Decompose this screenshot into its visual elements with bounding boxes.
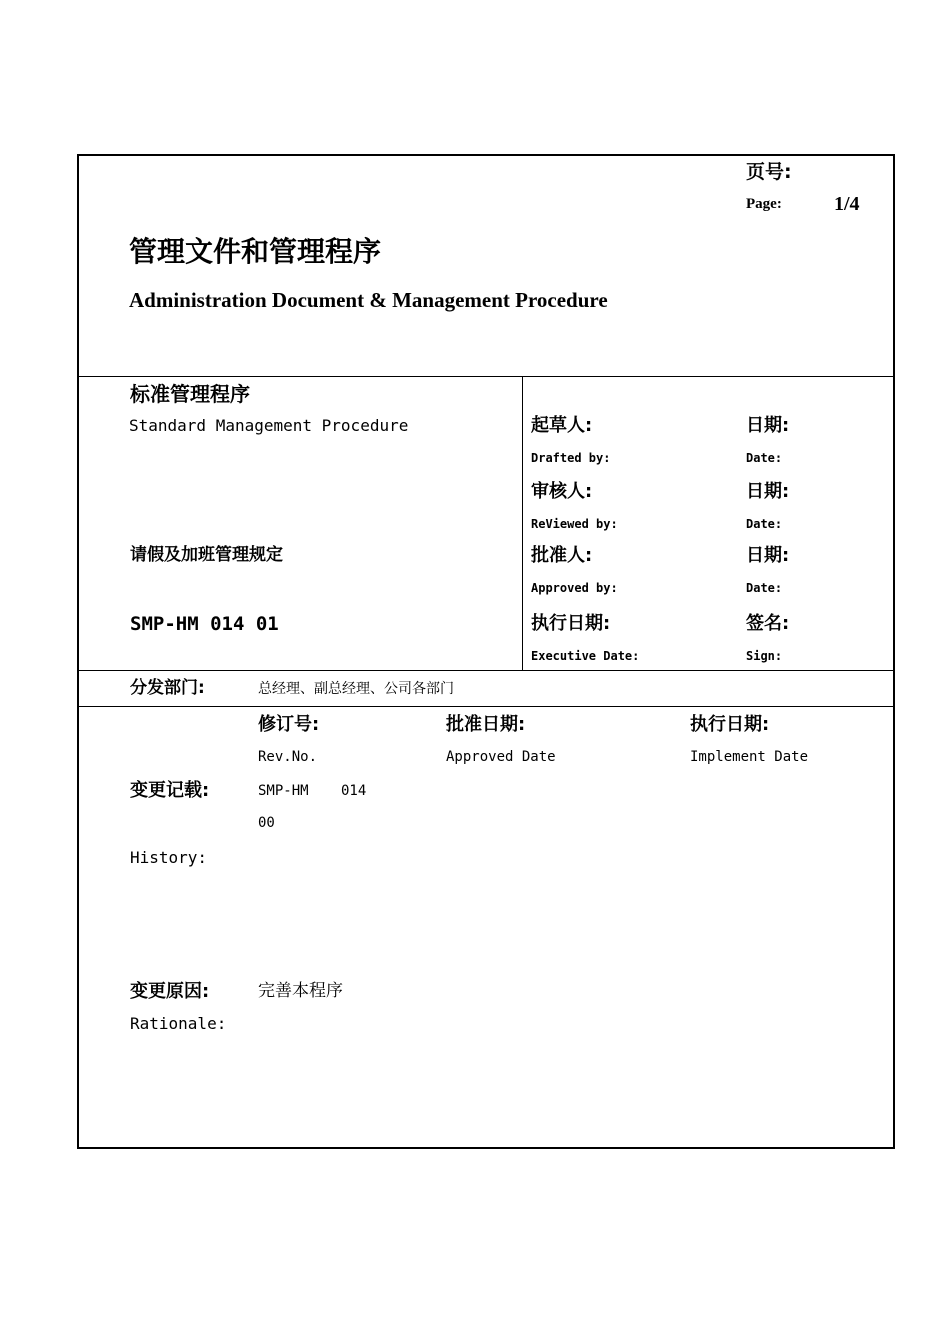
reviewed-by-label-en: ReViewed by: [531, 517, 618, 531]
divider-signoff [78, 670, 895, 671]
page-label-cn: 页号: [746, 161, 792, 183]
page-number: 1/4 [834, 193, 860, 215]
implement-date-col-en: Implement Date [690, 749, 809, 765]
page-label-en: Page: [746, 196, 782, 212]
history-rev-value-2: 014 [341, 783, 367, 799]
drafted-by-label-cn: 起草人: [531, 415, 593, 436]
document-title-cn: 管理文件和管理程序 [129, 235, 382, 268]
rev-no-label-en: Rev.No. [258, 749, 318, 765]
procedure-name-cn: 请假及加班管理规定 [130, 545, 283, 565]
drafted-date-label-cn: 日期: [746, 415, 790, 436]
reviewed-date-label-en: Date: [746, 517, 783, 531]
executive-date-label-cn: 执行日期: [531, 613, 611, 634]
sign-label-cn: 签名: [746, 613, 790, 634]
approved-by-label-cn: 批准人: [531, 545, 593, 566]
approved-date-col-cn: 批准日期: [446, 714, 526, 735]
divider-distribution [78, 706, 895, 707]
approved-date-label-cn: 日期: [746, 545, 790, 566]
distribution-label: 分发部门: [130, 678, 205, 698]
implement-date-col-cn: 执行日期: [690, 714, 770, 735]
procedure-type-cn: 标准管理程序 [130, 382, 250, 406]
approved-date-label-en: Date: [746, 581, 783, 595]
sign-label-en: Sign: [746, 649, 783, 663]
distribution-value: 总经理、副总经理、公司各部门 [258, 681, 454, 697]
document-title-en: Administration Document & Management Procedure [129, 288, 608, 312]
divider-signoff-column [522, 376, 523, 670]
reviewed-date-label-cn: 日期: [746, 481, 790, 502]
drafted-by-label-en: Drafted by: [531, 451, 611, 465]
executive-date-label-en: Executive Date: [531, 649, 640, 663]
drafted-date-label-en: Date: [746, 451, 783, 465]
divider-header [78, 376, 895, 377]
rationale-label-en: Rationale: [130, 1014, 227, 1033]
history-label-cn: 变更记载: [130, 780, 210, 801]
history-label-en: History: [130, 848, 208, 867]
procedure-type-en: Standard Management Procedure [129, 416, 409, 435]
rev-no-label-cn: 修订号: [258, 714, 320, 735]
rationale-value: 完善本程序 [258, 981, 343, 1001]
approved-by-label-en: Approved by: [531, 581, 618, 595]
approved-date-col-en: Approved Date [446, 749, 556, 765]
document-number: SMP-HM 014 01 [130, 613, 279, 635]
reviewed-by-label-cn: 审核人: [531, 481, 593, 502]
rationale-label-cn: 变更原因: [130, 981, 210, 1002]
history-rev-value-3: 00 [258, 815, 275, 831]
history-rev-value-1: SMP-HM [258, 783, 309, 799]
